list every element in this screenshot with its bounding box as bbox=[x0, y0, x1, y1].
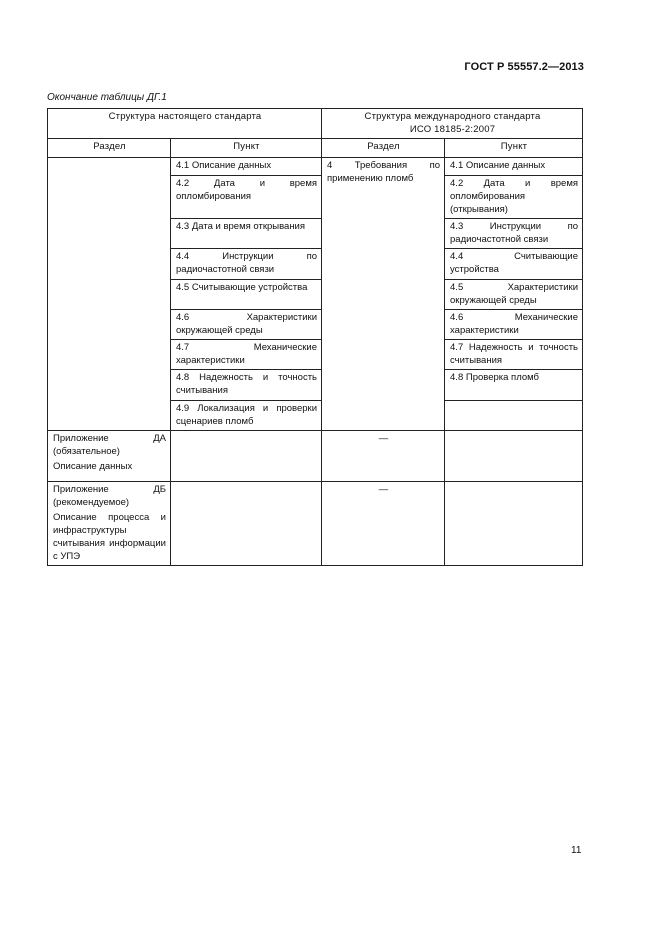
appendix-da-section-cell bbox=[48, 431, 171, 482]
appendix-da-international-section: — bbox=[322, 431, 445, 482]
international-item-cell: 4.1 Описание данных bbox=[445, 158, 583, 176]
col-header-national-section: Раздел bbox=[48, 139, 171, 158]
header-international-line2: ИСО 18185-2:2007 bbox=[409, 124, 496, 135]
international-item-cell: 4.5 Характеристики окружающей среды bbox=[445, 280, 583, 310]
appendix-db-item-empty-cell bbox=[171, 482, 322, 566]
appendix-db-international-item-empty-cell bbox=[445, 482, 583, 566]
national-item-cell: 4.6 Характеристики окружающей среды bbox=[171, 310, 322, 340]
col-header-national-item: Пункт bbox=[171, 139, 322, 158]
appendix-da-title: Приложение ДА (обязательное) bbox=[53, 433, 166, 457]
national-item-cell: 4.2 Дата и время опломбирования bbox=[171, 176, 322, 219]
table-caption: Окончание таблицы ДГ.1 bbox=[47, 92, 167, 103]
appendix-db-section-cell bbox=[48, 482, 171, 566]
national-item-cell: 4.8 Надежность и точность считывания bbox=[171, 370, 322, 401]
national-item-cell: 4.3 Дата и время открывания bbox=[171, 219, 322, 249]
appendix-da-international-item-empty-cell bbox=[445, 431, 583, 482]
appendix-da-description: Описание данных bbox=[53, 461, 133, 472]
appendix-db-description: Описание процесса и инфраструктуры считывания информации с УПЭ bbox=[53, 512, 166, 562]
appendix-db-title: Приложение ДБ (рекомендуемое) bbox=[53, 484, 166, 508]
international-item-cell: 4.4 Считывающие устройства bbox=[445, 249, 583, 280]
page-number: 11 bbox=[571, 845, 582, 856]
international-item-cell: 4.7 Надежность и точность считывания bbox=[445, 340, 583, 370]
national-item-cell: 4.4 Инструкции по радиочастотной связи bbox=[171, 249, 322, 280]
appendix-db-international-section: — bbox=[322, 482, 445, 566]
international-item-empty-cell bbox=[445, 401, 583, 431]
header-international-line1: Структура международного стандарта bbox=[364, 111, 541, 122]
international-section-4-cell: 4 Требования по применению пломб bbox=[322, 158, 445, 431]
national-section-empty-cell bbox=[48, 158, 171, 431]
international-item-cell: 4.8 Проверка пломб bbox=[445, 370, 583, 401]
header-international-structure bbox=[322, 109, 583, 139]
col-header-international-section: Раздел bbox=[322, 139, 445, 158]
national-item-cell: 4.5 Считывающие устройства bbox=[171, 280, 322, 310]
header-national-structure: Структура настоящего стандарта bbox=[48, 109, 322, 139]
col-header-international-item: Пункт bbox=[445, 139, 583, 158]
document-code: ГОСТ Р 55557.2—2013 bbox=[464, 61, 584, 73]
correspondence-table bbox=[47, 108, 583, 566]
international-item-cell: 4.2 Дата и время опломбирования (открывания) bbox=[445, 176, 583, 219]
national-item-cell: 4.7 Механические характеристики bbox=[171, 340, 322, 370]
appendix-da-item-empty-cell bbox=[171, 431, 322, 482]
international-item-cell: 4.6 Механические характеристики bbox=[445, 310, 583, 340]
national-item-cell: 4.9 Локализация и проверки сценариев пломб bbox=[171, 401, 322, 431]
national-item-cell: 4.1 Описание данных bbox=[171, 158, 322, 176]
international-item-cell: 4.3 Инструкции по радиочастотной связи bbox=[445, 219, 583, 249]
